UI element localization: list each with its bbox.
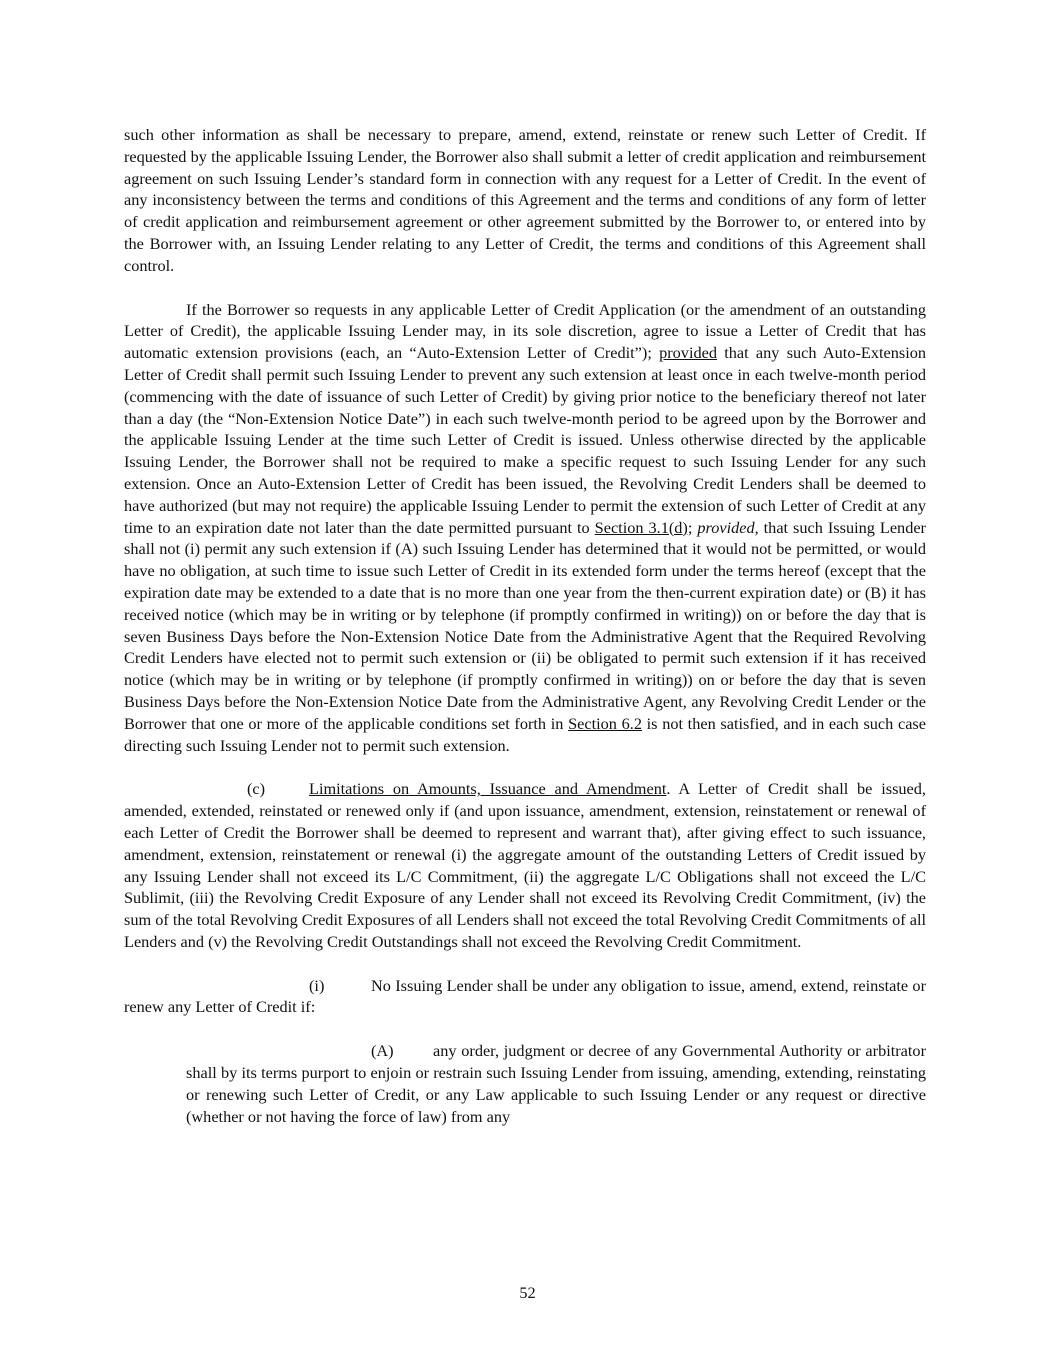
- subsection-i: [124, 975, 926, 1019]
- paragraph-gap: [124, 756, 926, 778]
- para2-text-4: , that such Issuing Lender shall not (i) permit any such extension if (A) such Issuing Lender has determined that it would not be permitted, or would have no obligation, at such time to issue such Letter of Credit in its extended form under the terms hereof (except that the expiration date may be extended to a date that is no more than one year from the then-current expiration date) or (B) it has received notice (which may be in writing or by telephone (if promptly confirmed in writing)) on or before the day that is seven Business Days before the Non-Extension Notice Date from the Administrative Agent that the Required Revolving Credit Lenders have elected not to permit such extension or (ii) be obligated to permit such extension if it has received notice (which may be in writing or by telephone (if promptly confirmed in writing)) on or before the day that is seven Business Days before the Non-Extension Notice Date from the Administrative Agent, any Revolving Credit Lender or the Borrower that one or more of the applicable conditions set forth in: [124, 517, 926, 733]
- provided-underlined: provided: [659, 343, 717, 363]
- paragraph-gap: [124, 953, 926, 975]
- clause-A-text: any order, judgment or decree of any Governmental Authority or arbitrator shall by its terms purport to enjoin or restrain such Issuing Lender from issuing, amending, extending, reinstating or renewing such Letter of Credit, or any Law applicable to such Issuing Lender or any request or directive (whether or not having the force of law) from any: [186, 1041, 926, 1126]
- subsection-i-text: No Issuing Lender shall be under any obligation to issue, amend, extend, reinstate or renew any Letter of Credit if:: [124, 975, 926, 1017]
- paragraph-gap: [124, 1018, 926, 1040]
- section-c-limitations: [124, 778, 926, 952]
- provided-italic: provided: [697, 517, 755, 537]
- para2-text-1: If the Borrower so requests in any applicable Letter of Credit Application (or the amendment of an outstanding Letter of Credit), the applicable Issuing Lender may, in its sole discretion, agree to issue a Letter of Credit that has automatic extension provisions (each, an “Auto-Extension Letter of Credit”);: [124, 299, 926, 363]
- para2-text-5: is not then satisfied, and in each such case directing such Issuing Lender not to permit such extension.: [124, 713, 926, 755]
- section-c-heading: Limitations on Amounts, Issuance and Amendment: [309, 779, 667, 799]
- section-c-label: (c): [247, 779, 266, 799]
- section-reference-3-1-d: Section 3.1(d): [594, 517, 688, 537]
- section-c-text: . A Letter of Credit shall be issued, amended, extended, reinstated or renewed only if (and upon issuance, amendment, extension, reinstatement or renewal of each Letter of Credit the Borrower shall be deemed to represent and warrant that), after giving effect to such issuance, amendment, extension, reinstatement or renewal (i) the aggregate amount of the outstanding Letters of Credit issued by any Issuing Lender shall not exceed its L/C Commitment, (ii) the aggregate L/C Obligations shall not exceed the L/C Sublimit, (iii) the Revolving Credit Exposure of any Lender shall not exceed its Revolving Credit Commitment, (iv) the sum of the total Revolving Credit Exposures of all Lenders shall not exceed the total Revolving Credit Commitments of all Lenders and (v) the Revolving Credit Outstandings shall not exceed the Revolving Credit Commitment.: [124, 779, 926, 951]
- para2-text-3: ;: [687, 517, 698, 537]
- clause-A-label: (A): [371, 1041, 394, 1061]
- paragraph-gap: [124, 277, 926, 299]
- paragraph-continuation: such other information as shall be necessary to prepare, amend, extend, reinstate or renew such Letter of Credit. If requested by the applicable Issuing Lender, the Borrower also shall submit a letter of credit application and reimbursement agreement on such Issuing Lender’s standard form in connection with any request for a Letter of Credit. In the event of any inconsistency between the terms and conditions of this Agreement and the terms and conditions of any form of letter of credit application and reimbursement agreement or other agreement submitted by the Borrower to, or entered into by the Borrower with, an Issuing Lender relating to any Letter of Credit, the terms and conditions of this Agreement shall control.: [124, 125, 926, 275]
- subsection-i-label: (i): [309, 975, 325, 995]
- section-reference-6-2: Section 6.2: [568, 713, 642, 733]
- paragraph-auto-extension: [124, 299, 926, 757]
- para2-text-2: that any such Auto-Extension Letter of Credit shall permit such Issuing Lender to prevent any such extension at least once in each twelve-month period (commencing with the date of issuance of such Letter of Credit) by giving prior notice to the beneficiary thereof not later than a day (the “Non-Extension Notice Date”) in each such twelve-month period to be agreed upon by the Borrower and the applicable Issuing Lender at the time such Letter of Credit is issued. Unless otherwise directed by the applicable Issuing Lender, the Borrower shall not be required to make a specific request to such Issuing Lender for any such extension. Once an Auto-Extension Letter of Credit has been issued, the Revolving Credit Lenders shall be deemed to have authorized (but may not require) the applicable Issuing Lender to permit the extension of such Letter of Credit at any time to an expiration date not later than the date permitted pursuant to: [124, 343, 927, 537]
- page-number: 52: [519, 1283, 536, 1302]
- clause-A: [186, 1040, 926, 1127]
- document-page: [124, 124, 926, 1127]
